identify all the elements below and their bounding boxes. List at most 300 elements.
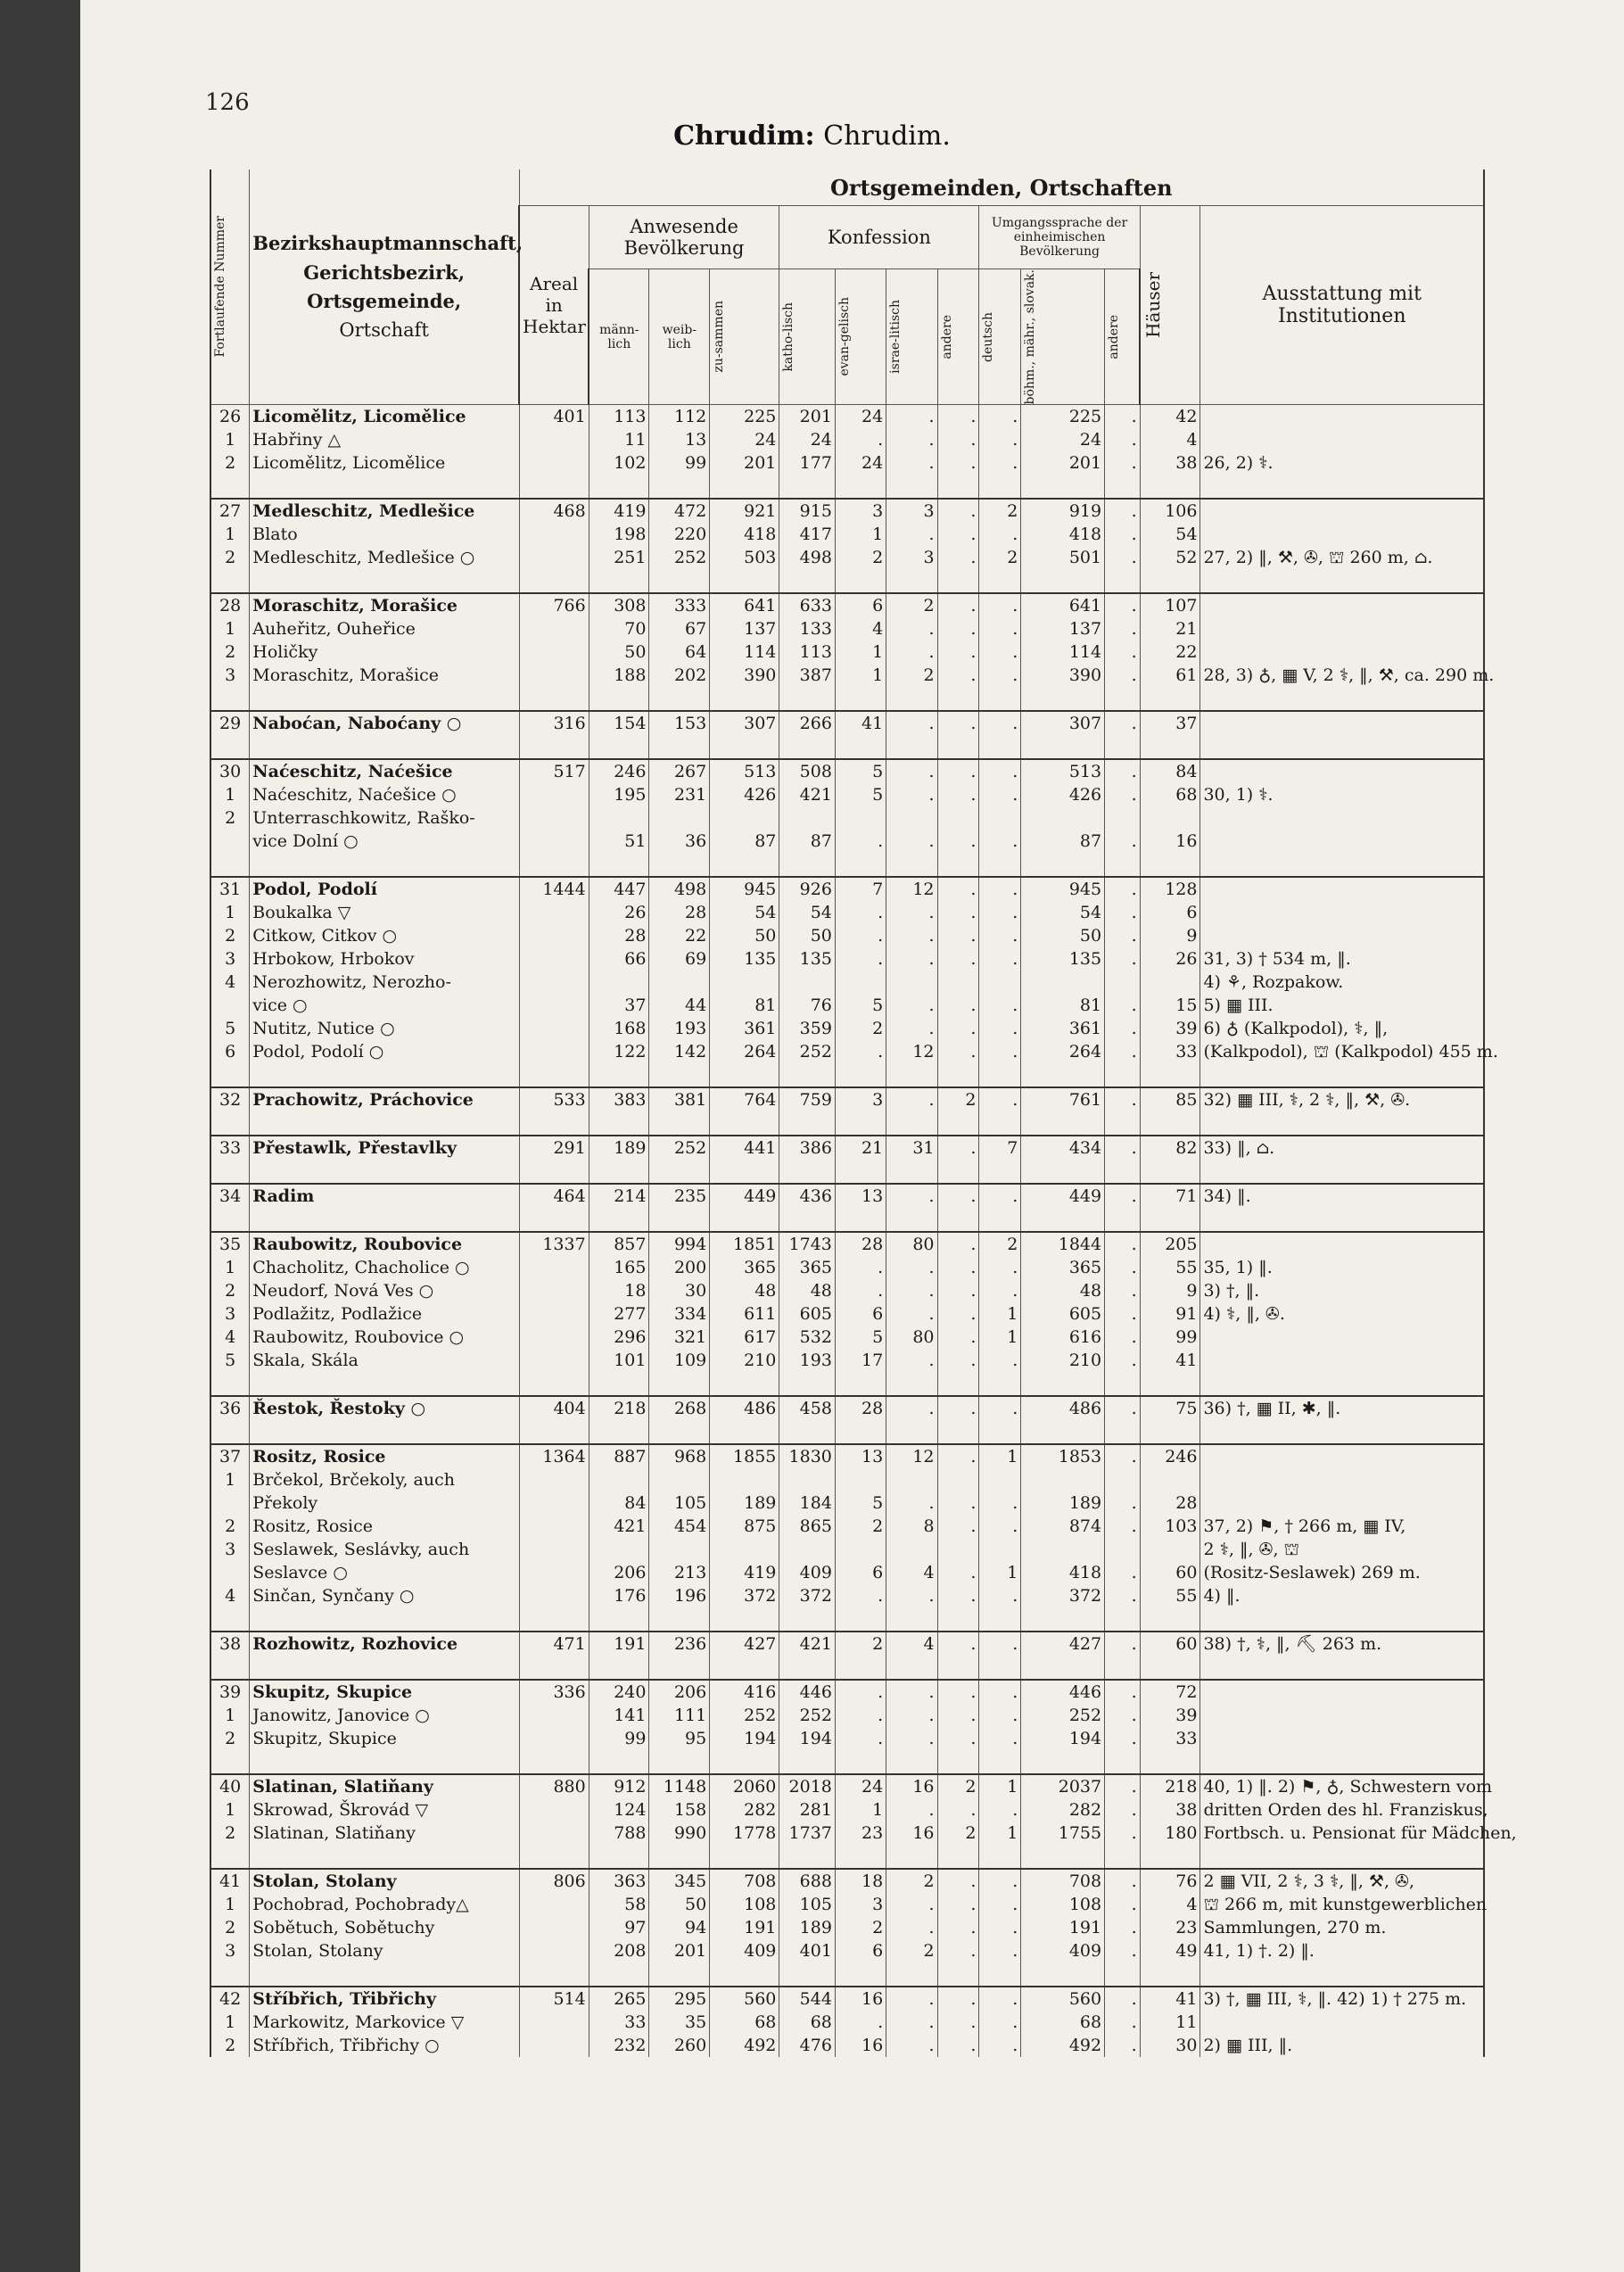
table-row — [210, 1444, 1484, 1468]
table-row — [210, 1491, 1484, 1515]
row-maennlich: 195 — [589, 783, 649, 806]
row-andere-sprache: . — [1105, 523, 1141, 546]
row-areal — [519, 1017, 589, 1040]
row-name: Holičky — [250, 640, 519, 664]
row-evangelisch: . — [835, 947, 886, 971]
row-haeuser: 15 — [1140, 994, 1200, 1017]
row-andere-sprache: . — [1105, 405, 1141, 429]
table-row — [210, 877, 1484, 901]
row-maennlich: 887 — [589, 1444, 649, 1468]
row-katholisch: 633 — [779, 593, 836, 617]
row-deutsch: 1 — [979, 1302, 1021, 1326]
row-israelitisch: . — [886, 428, 937, 451]
row-israelitisch: . — [886, 1256, 937, 1279]
row-number: 2 — [210, 1822, 250, 1845]
row-maennlich: 912 — [589, 1774, 649, 1798]
row-weiblich: 13 — [649, 428, 710, 451]
table-row — [210, 1727, 1484, 1750]
row-israelitisch: . — [886, 1184, 937, 1208]
row-deutsch: . — [979, 593, 1021, 617]
row-name: Rositz, Rosice — [250, 1444, 519, 1468]
row-israelitisch — [886, 1538, 937, 1561]
row-boehmisch: 446 — [1021, 1680, 1105, 1704]
row-evangelisch: 18 — [835, 1869, 886, 1893]
table-row — [210, 783, 1484, 806]
row-katholisch: 409 — [779, 1561, 836, 1584]
row-katholisch — [779, 806, 836, 830]
row-israelitisch: 16 — [886, 1822, 937, 1845]
header-ausstattung: Ausstattung mit Institutionen — [1200, 206, 1484, 405]
row-number: 30 — [210, 759, 250, 783]
row-haeuser: 85 — [1140, 1087, 1200, 1111]
header-deutsch: deutsch — [979, 269, 1021, 405]
table-row — [210, 664, 1484, 687]
row-number: 1 — [210, 783, 250, 806]
row-maennlich: 28 — [589, 924, 649, 947]
row-maennlich: 84 — [589, 1491, 649, 1515]
row-areal — [519, 664, 589, 687]
row-evangelisch: . — [835, 924, 886, 947]
row-weiblich: 213 — [649, 1561, 710, 1584]
row-ausstattung: 31, 3) † 534 m, ‖. — [1200, 947, 1484, 971]
table-row — [210, 711, 1484, 735]
row-boehmisch: 605 — [1021, 1302, 1105, 1326]
row-andere-konf: . — [937, 1017, 979, 1040]
row-israelitisch: . — [886, 1017, 937, 1040]
row-areal — [519, 1468, 589, 1491]
row-ausstattung — [1200, 405, 1484, 429]
row-areal: 471 — [519, 1632, 589, 1656]
row-number: 1 — [210, 617, 250, 640]
table-row — [210, 1538, 1484, 1561]
row-zusammen: 419 — [710, 1561, 779, 1584]
row-areal: 336 — [519, 1680, 589, 1704]
row-deutsch: . — [979, 617, 1021, 640]
row-andere-sprache: . — [1105, 947, 1141, 971]
row-evangelisch: . — [835, 2011, 886, 2034]
row-evangelisch: 41 — [835, 711, 886, 735]
row-katholisch: 865 — [779, 1515, 836, 1538]
row-deutsch: . — [979, 523, 1021, 546]
row-ausstattung: 40, 1) ‖. 2) ⚑, ♁, Schwestern vom — [1200, 1774, 1484, 1798]
row-weiblich: 36 — [649, 830, 710, 853]
row-weiblich: 142 — [649, 1040, 710, 1063]
row-evangelisch: 1 — [835, 523, 886, 546]
row-boehmisch: 708 — [1021, 1869, 1105, 1893]
row-andere-konf: . — [937, 1232, 979, 1256]
row-zusammen: 50 — [710, 924, 779, 947]
row-name: Unterraschkowitz, Raško- — [250, 806, 519, 830]
row-weiblich: 111 — [649, 1704, 710, 1727]
row-zusammen: 611 — [710, 1302, 779, 1326]
row-haeuser: 37 — [1140, 711, 1200, 735]
row-areal: 401 — [519, 405, 589, 429]
row-areal — [519, 1798, 589, 1822]
row-evangelisch: 1 — [835, 664, 886, 687]
row-katholisch: 87 — [779, 830, 836, 853]
table-row — [210, 1893, 1484, 1916]
row-zusammen: 68 — [710, 2011, 779, 2034]
header-group: Ortsgemeinden, Ortschaften — [519, 169, 1484, 206]
row-haeuser: 11 — [1140, 2011, 1200, 2034]
row-boehmisch: 427 — [1021, 1632, 1105, 1656]
row-maennlich: 113 — [589, 405, 649, 429]
row-areal: 1364 — [519, 1444, 589, 1468]
page-number: 126 — [205, 89, 250, 116]
row-andere-sprache — [1105, 1538, 1141, 1561]
row-areal — [519, 901, 589, 924]
table-row — [210, 1798, 1484, 1822]
row-ausstattung — [1200, 806, 1484, 830]
row-number: 2 — [210, 1727, 250, 1750]
row-haeuser: 54 — [1140, 523, 1200, 546]
row-boehmisch: 210 — [1021, 1349, 1105, 1372]
row-israelitisch: . — [886, 2011, 937, 2034]
row-haeuser: 84 — [1140, 759, 1200, 783]
row-deutsch: . — [979, 1704, 1021, 1727]
row-israelitisch: . — [886, 924, 937, 947]
row-israelitisch: 12 — [886, 877, 937, 901]
row-katholisch: 1830 — [779, 1444, 836, 1468]
row-number: 41 — [210, 1869, 250, 1893]
table-row — [210, 405, 1484, 429]
row-ausstattung: 36) †, ▦ II, ✱, ‖. — [1200, 1396, 1484, 1420]
row-andere-konf: . — [937, 1561, 979, 1584]
row-katholisch: 544 — [779, 1987, 836, 2011]
row-maennlich: 265 — [589, 1987, 649, 2011]
row-areal: 806 — [519, 1869, 589, 1893]
row-boehmisch: 252 — [1021, 1704, 1105, 1727]
row-israelitisch: . — [886, 1916, 937, 1939]
row-haeuser: 26 — [1140, 947, 1200, 971]
row-weiblich: 67 — [649, 617, 710, 640]
row-name: Přestawlk, Přestavlky — [250, 1136, 519, 1160]
row-deutsch: . — [979, 1987, 1021, 2011]
row-zusammen: 390 — [710, 664, 779, 687]
row-weiblich: 381 — [649, 1087, 710, 1111]
group-separator — [210, 687, 1484, 711]
row-boehmisch: 365 — [1021, 1256, 1105, 1279]
row-ausstattung — [1200, 901, 1484, 924]
row-haeuser: 75 — [1140, 1396, 1200, 1420]
row-weiblich: 153 — [649, 711, 710, 735]
row-maennlich: 232 — [589, 2034, 649, 2057]
table-row — [210, 830, 1484, 853]
row-name: Hrbokow, Hrbokov — [250, 947, 519, 971]
row-deutsch: . — [979, 783, 1021, 806]
row-weiblich: 109 — [649, 1349, 710, 1372]
row-ausstattung: 35, 1) ‖. — [1200, 1256, 1484, 1279]
row-andere-konf: . — [937, 593, 979, 617]
row-evangelisch: 16 — [835, 1987, 886, 2011]
row-number: 28 — [210, 593, 250, 617]
row-boehmisch: 225 — [1021, 405, 1105, 429]
header-evangelisch: evan-gelisch — [835, 269, 886, 405]
row-katholisch: 68 — [779, 2011, 836, 2034]
row-israelitisch: . — [886, 901, 937, 924]
row-israelitisch: . — [886, 640, 937, 664]
row-andere-sprache: . — [1105, 1774, 1141, 1798]
group-separator — [210, 1208, 1484, 1232]
row-evangelisch: 5 — [835, 783, 886, 806]
table-row — [210, 1279, 1484, 1302]
row-weiblich: 333 — [649, 593, 710, 617]
row-areal — [519, 1040, 589, 1063]
row-ausstattung — [1200, 523, 1484, 546]
row-deutsch: . — [979, 2011, 1021, 2034]
row-boehmisch: 434 — [1021, 1136, 1105, 1160]
row-israelitisch: . — [886, 1087, 937, 1111]
row-number: 1 — [210, 2011, 250, 2034]
row-haeuser: 42 — [1140, 405, 1200, 429]
row-number: 1 — [210, 428, 250, 451]
row-andere-konf: . — [937, 617, 979, 640]
row-name: Překoly — [250, 1491, 519, 1515]
row-name: Licomělitz, Licomělice — [250, 451, 519, 475]
row-israelitisch: . — [886, 1302, 937, 1326]
row-weiblich: 231 — [649, 783, 710, 806]
row-israelitisch: . — [886, 783, 937, 806]
row-deutsch: 1 — [979, 1561, 1021, 1584]
row-andere-sprache: . — [1105, 994, 1141, 1017]
row-katholisch: 1737 — [779, 1822, 836, 1845]
header-maennlich: männ-lich — [589, 269, 649, 405]
row-evangelisch — [835, 971, 886, 994]
row-boehmisch: 189 — [1021, 1491, 1105, 1515]
row-israelitisch: . — [886, 1584, 937, 1607]
row-areal — [519, 1538, 589, 1561]
group-separator — [210, 1750, 1484, 1774]
row-number: 31 — [210, 877, 250, 901]
row-haeuser: 91 — [1140, 1302, 1200, 1326]
row-andere-konf: . — [937, 1680, 979, 1704]
row-ausstattung: 4) ⚘, Rozpakow. — [1200, 971, 1484, 994]
row-name: Moraschitz, Morašice — [250, 593, 519, 617]
header-konfession: Konfession — [779, 206, 979, 269]
row-weiblich: 1148 — [649, 1774, 710, 1798]
row-weiblich: 202 — [649, 664, 710, 687]
row-deutsch: . — [979, 759, 1021, 783]
row-evangelisch: . — [835, 1256, 886, 1279]
row-boehmisch: 492 — [1021, 2034, 1105, 2057]
row-andere-konf: . — [937, 830, 979, 853]
row-haeuser: 68 — [1140, 783, 1200, 806]
row-weiblich: 260 — [649, 2034, 710, 2057]
row-evangelisch: . — [835, 1584, 886, 1607]
row-israelitisch: . — [886, 1893, 937, 1916]
row-deutsch: . — [979, 428, 1021, 451]
row-andere-konf: . — [937, 1916, 979, 1939]
row-evangelisch: . — [835, 1279, 886, 1302]
row-andere-sprache: . — [1105, 1087, 1141, 1111]
row-evangelisch — [835, 1468, 886, 1491]
row-haeuser: 38 — [1140, 451, 1200, 475]
row-andere-sprache: . — [1105, 1584, 1141, 1607]
row-zusammen: 427 — [710, 1632, 779, 1656]
row-name: Markowitz, Markovice ▽ — [250, 2011, 519, 2034]
row-zusammen: 210 — [710, 1349, 779, 1372]
table-row — [210, 1774, 1484, 1798]
row-deutsch: . — [979, 901, 1021, 924]
row-haeuser: 99 — [1140, 1326, 1200, 1349]
row-number: 5 — [210, 1017, 250, 1040]
row-zusammen: 81 — [710, 994, 779, 1017]
row-number: 4 — [210, 1326, 250, 1349]
row-zusammen: 201 — [710, 451, 779, 475]
row-andere-konf: . — [937, 711, 979, 735]
row-weiblich: 968 — [649, 1444, 710, 1468]
row-andere-sprache: . — [1105, 1680, 1141, 1704]
row-andere-konf: . — [937, 1939, 979, 1962]
row-areal — [519, 1727, 589, 1750]
row-andere-konf: . — [937, 2034, 979, 2057]
row-weiblich: 268 — [649, 1396, 710, 1420]
row-evangelisch: 7 — [835, 877, 886, 901]
row-areal — [519, 546, 589, 569]
row-andere-sprache: . — [1105, 1444, 1141, 1468]
row-zusammen: 307 — [710, 711, 779, 735]
table-row — [210, 1087, 1484, 1111]
row-evangelisch: 17 — [835, 1349, 886, 1372]
row-maennlich — [589, 971, 649, 994]
row-ausstattung — [1200, 1704, 1484, 1727]
row-israelitisch: 80 — [886, 1232, 937, 1256]
row-name: Nutitz, Nutice ○ — [250, 1017, 519, 1040]
row-boehmisch: 201 — [1021, 451, 1105, 475]
row-andere-konf: 2 — [937, 1774, 979, 1798]
row-boehmisch: 919 — [1021, 499, 1105, 523]
row-andere-konf: . — [937, 994, 979, 1017]
row-areal — [519, 451, 589, 475]
row-katholisch: 1743 — [779, 1232, 836, 1256]
row-katholisch: 113 — [779, 640, 836, 664]
row-andere-sprache: . — [1105, 1017, 1141, 1040]
row-katholisch: 401 — [779, 1939, 836, 1962]
row-ausstattung: 3) †, ▦ III, ⚕, ‖. 42) 1) † 275 m. — [1200, 1987, 1484, 2011]
row-areal — [519, 617, 589, 640]
row-katholisch — [779, 1468, 836, 1491]
row-boehmisch: 87 — [1021, 830, 1105, 853]
row-zusammen: 513 — [710, 759, 779, 783]
row-israelitisch: . — [886, 947, 937, 971]
row-haeuser: 55 — [1140, 1256, 1200, 1279]
row-evangelisch: . — [835, 1680, 886, 1704]
row-israelitisch: . — [886, 1491, 937, 1515]
table-row — [210, 1704, 1484, 1727]
table-row — [210, 499, 1484, 523]
row-israelitisch: 2 — [886, 593, 937, 617]
row-maennlich: 198 — [589, 523, 649, 546]
row-maennlich: 176 — [589, 1584, 649, 1607]
row-number — [210, 1561, 250, 1584]
row-name: Seslavce ○ — [250, 1561, 519, 1584]
row-ausstattung: Fortbsch. u. Pensionat für Mädchen, — [1200, 1822, 1484, 1845]
row-andere-konf: . — [937, 405, 979, 429]
row-ausstattung — [1200, 830, 1484, 853]
row-deutsch: . — [979, 711, 1021, 735]
row-maennlich: 191 — [589, 1632, 649, 1656]
row-katholisch: 2018 — [779, 1774, 836, 1798]
row-andere-konf: . — [937, 1040, 979, 1063]
row-haeuser: 103 — [1140, 1515, 1200, 1538]
row-areal — [519, 1256, 589, 1279]
row-zusammen: 1851 — [710, 1232, 779, 1256]
row-evangelisch: . — [835, 1727, 886, 1750]
row-andere-sprache: . — [1105, 428, 1141, 451]
row-andere-konf: . — [937, 1136, 979, 1160]
row-katholisch: 24 — [779, 428, 836, 451]
row-name: Rozhowitz, Rozhovice — [250, 1632, 519, 1656]
row-areal: 514 — [519, 1987, 589, 2011]
row-name: Skupitz, Skupice — [250, 1680, 519, 1704]
row-haeuser: 38 — [1140, 1798, 1200, 1822]
row-andere-sprache: . — [1105, 1939, 1141, 1962]
row-deutsch: . — [979, 1916, 1021, 1939]
row-maennlich: 33 — [589, 2011, 649, 2034]
row-andere-sprache: . — [1105, 877, 1141, 901]
row-israelitisch: 3 — [886, 546, 937, 569]
row-weiblich: 196 — [649, 1584, 710, 1607]
row-evangelisch: 24 — [835, 405, 886, 429]
row-areal — [519, 428, 589, 451]
row-ausstattung: 4) ‖. — [1200, 1584, 1484, 1607]
row-ausstattung — [1200, 617, 1484, 640]
row-maennlich: 50 — [589, 640, 649, 664]
row-boehmisch: 282 — [1021, 1798, 1105, 1822]
row-zusammen: 87 — [710, 830, 779, 853]
row-zusammen: 426 — [710, 783, 779, 806]
row-israelitisch: 16 — [886, 1774, 937, 1798]
row-deutsch: . — [979, 1040, 1021, 1063]
row-number: 2 — [210, 546, 250, 569]
row-deutsch: 1 — [979, 1444, 1021, 1468]
row-ausstattung — [1200, 924, 1484, 947]
row-andere-konf: . — [937, 499, 979, 523]
row-weiblich: 95 — [649, 1727, 710, 1750]
row-deutsch: . — [979, 1939, 1021, 1962]
row-deutsch: . — [979, 1017, 1021, 1040]
group-separator — [210, 1845, 1484, 1869]
row-maennlich: 141 — [589, 1704, 649, 1727]
table-row — [210, 806, 1484, 830]
row-katholisch: 76 — [779, 994, 836, 1017]
row-boehmisch: 1755 — [1021, 1822, 1105, 1845]
row-israelitisch: . — [886, 711, 937, 735]
row-maennlich: 206 — [589, 1561, 649, 1584]
table-row — [210, 1561, 1484, 1584]
row-haeuser: 180 — [1140, 1822, 1200, 1845]
row-boehmisch: 560 — [1021, 1987, 1105, 2011]
group-separator — [210, 1111, 1484, 1136]
row-katholisch: 508 — [779, 759, 836, 783]
row-areal — [519, 1822, 589, 1845]
row-ausstattung: 4) ⚕, ‖, ✇. — [1200, 1302, 1484, 1326]
row-haeuser: 55 — [1140, 1584, 1200, 1607]
row-evangelisch: 4 — [835, 617, 886, 640]
row-andere-konf: . — [937, 1893, 979, 1916]
header-boehmisch: böhm., mähr., slovak. — [1021, 269, 1105, 405]
row-israelitisch: . — [886, 617, 937, 640]
row-andere-sprache: . — [1105, 451, 1141, 475]
row-andere-sprache: . — [1105, 1869, 1141, 1893]
row-ausstattung — [1200, 1349, 1484, 1372]
row-maennlich: 208 — [589, 1939, 649, 1962]
row-boehmisch: 761 — [1021, 1087, 1105, 1111]
row-andere-konf: . — [937, 947, 979, 971]
row-boehmisch: 426 — [1021, 783, 1105, 806]
row-katholisch: 476 — [779, 2034, 836, 2057]
row-weiblich: 267 — [649, 759, 710, 783]
